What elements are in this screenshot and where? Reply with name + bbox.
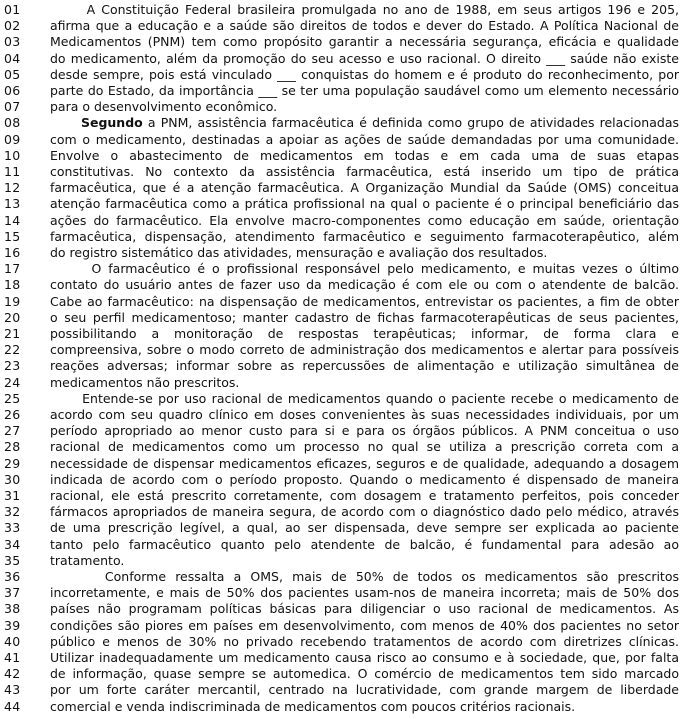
line-text-content: constitutivas. No contexto da assistência farmacêutica, está inserido um tipo de prática xyxy=(50,164,679,179)
text-line xyxy=(0,585,683,601)
line-number: 35 xyxy=(4,552,21,568)
line-text xyxy=(50,472,679,488)
line-text xyxy=(50,196,679,212)
line-text xyxy=(50,488,679,504)
text-line xyxy=(0,148,683,164)
line-number: 34 xyxy=(4,536,21,552)
line-text-content: comercial e venda indiscriminada de medicamentos com poucos critérios racionais. xyxy=(50,698,576,714)
line-text-content: condições são piores em países em desenvolvimento, com menos de 40% dos pacientes no setor xyxy=(50,617,679,633)
line-text xyxy=(50,699,679,715)
line-number: 20 xyxy=(4,309,21,325)
line-number: 30 xyxy=(4,471,21,487)
line-text-content: A Constituição Federal brasileira promulgada no ano de 1988, em seus artigos 196 e 205, xyxy=(50,2,679,17)
line-number: 41 xyxy=(4,650,21,665)
line-text xyxy=(50,261,679,277)
line-number: 24 xyxy=(4,374,21,390)
line-text-content: medicamentos não prescritos. xyxy=(50,374,240,390)
line-number: 08 xyxy=(4,115,21,131)
text-line xyxy=(0,18,683,34)
text-line xyxy=(0,261,683,277)
text-line xyxy=(0,537,683,553)
line-number: 27 xyxy=(4,423,21,439)
line-number: 37 xyxy=(4,585,21,601)
text-line xyxy=(0,180,683,196)
line-text xyxy=(50,34,679,50)
line-number: 05 xyxy=(4,66,21,82)
text-line xyxy=(0,115,683,131)
line-text-content: com o medicamento, destinadas a apoiar as ações de saúde demandadas por uma comunidade. xyxy=(50,131,679,147)
line-number: 14 xyxy=(4,212,21,228)
line-text xyxy=(50,51,679,67)
line-text xyxy=(50,439,679,455)
text-line xyxy=(0,407,683,423)
line-text xyxy=(50,537,679,553)
line-text-content: compreensiva, sobre o modo correto de administração dos medicamentos e alertar para possíveis xyxy=(50,342,679,358)
line-number: 09 xyxy=(4,131,21,147)
line-text-content: o seu perfil medicamentoso; manter cadastro de fichas farmacoterapêuticas de seus pacientes, xyxy=(50,309,679,325)
line-text xyxy=(50,520,679,536)
line-text-content: Entende-se por uso racional de medicamentos quando o paciente recebe o medicamento de xyxy=(50,390,679,406)
line-number: 07 xyxy=(4,99,21,115)
text-line xyxy=(0,51,683,67)
text-line xyxy=(0,34,683,50)
line-text xyxy=(50,504,679,520)
text-line xyxy=(0,472,683,488)
text-line xyxy=(0,520,683,536)
line-text-content: afirma que a educação e a saúde são direitos de todos e dever do Estado. A Política Nacional de xyxy=(50,18,679,34)
line-text-content: farmacêutica, que é a atenção farmacêutica. A Organização Mundial da Saúde (OMS) conceitua xyxy=(50,180,679,196)
line-text xyxy=(50,666,679,682)
line-text xyxy=(50,407,679,423)
line-text xyxy=(50,634,679,650)
line-number: 32 xyxy=(4,504,21,520)
line-text-content: para o desenvolvimento econômico. xyxy=(50,99,278,115)
line-text-content: racional, ele está prescrito corretamente, com dosagem e tratamento perfeitos, pois conceder xyxy=(50,488,679,503)
line-text xyxy=(50,83,679,99)
line-number: 31 xyxy=(4,488,21,503)
line-text xyxy=(50,569,679,585)
line-number: 06 xyxy=(4,83,21,98)
text-line xyxy=(0,618,683,634)
text-line xyxy=(0,456,683,472)
line-number: 42 xyxy=(4,666,21,682)
text-line xyxy=(0,164,683,180)
text-line xyxy=(0,99,683,115)
text-line xyxy=(0,229,683,245)
line-number: 22 xyxy=(4,342,21,358)
line-number: 33 xyxy=(4,520,21,536)
text-line xyxy=(0,569,683,585)
line-text xyxy=(50,423,679,439)
line-text xyxy=(50,2,679,18)
text-line xyxy=(0,245,683,261)
line-text xyxy=(50,132,679,148)
line-text-content: países não programam políticas básicas para diligenciar o uso racional de medicamentos. As xyxy=(50,601,679,617)
line-number: 23 xyxy=(4,358,21,374)
line-text-content: incorretamente, e mais de 50% dos pacientes usam-nos de maneira incorreta; mais de 50% dos xyxy=(50,585,679,601)
line-number: 36 xyxy=(4,569,21,584)
text-line xyxy=(0,634,683,650)
line-number: 18 xyxy=(4,277,21,293)
line-text-content: público e menos de 30% no privado recebendo tratamentos de acordo com diretrizes clínicas. xyxy=(50,633,679,649)
line-text-content: tratamento. xyxy=(50,552,125,568)
line-text xyxy=(50,115,679,131)
line-number: 44 xyxy=(4,698,21,714)
line-text xyxy=(50,99,679,115)
line-text xyxy=(50,326,679,342)
line-text-content: parte do Estado, da importância ___ se ter uma população saudável como um elemento necessário xyxy=(50,83,679,98)
line-text-content: Envolve o abastecimento de medicamentos em todas e em cada uma de suas etapas xyxy=(50,147,679,163)
line-number: 28 xyxy=(4,439,21,455)
text-line xyxy=(0,326,683,342)
text-line xyxy=(0,83,683,99)
line-text-content: tanto pelo farmacêutico quanto pelo atendente de balcão, é fundamental para adesão ao xyxy=(50,536,679,552)
line-text xyxy=(50,148,679,164)
text-line xyxy=(0,650,683,666)
line-number: 11 xyxy=(4,164,21,179)
line-text-content: possibilitando a monitoração de respostas terapêuticas; informar, de forma clara e xyxy=(50,326,679,341)
line-text xyxy=(50,456,679,472)
line-number: 04 xyxy=(4,50,21,66)
line-text xyxy=(50,650,679,666)
line-text xyxy=(50,245,679,261)
line-text xyxy=(50,553,679,569)
text-line xyxy=(0,375,683,391)
line-text-content: indicada de acordo com o período proposto. Quando o medicamento é dispensado de maneira xyxy=(50,471,679,487)
line-number: 13 xyxy=(4,196,21,212)
line-text-content: necessidade de dispensar medicamentos eficazes, seguros e de qualidade, adequando a dosagem xyxy=(50,455,679,471)
text-line xyxy=(0,196,683,212)
text-line xyxy=(0,67,683,83)
line-text xyxy=(50,180,679,196)
text-line xyxy=(0,277,683,293)
line-number: 26 xyxy=(4,407,21,422)
text-line xyxy=(0,699,683,715)
line-number: 16 xyxy=(4,245,21,260)
line-text xyxy=(50,18,679,34)
line-text xyxy=(50,294,679,310)
line-text xyxy=(50,67,679,83)
line-text xyxy=(50,585,679,601)
line-text-content: O farmacêutico é o profissional responsável pelo medicamento, e muitas vezes o último xyxy=(50,261,679,277)
line-number: 38 xyxy=(4,601,21,617)
line-text-content: atenção farmacêutica como a prática profissional na qual o paciente é o principal beneficiário das xyxy=(50,196,679,212)
line-text-content: período apropriado ao menor custo para si e para os órgãos públicos. A PNM conceitua o uso xyxy=(50,423,679,439)
line-text-content: de informação, quase sempre se automedica. O comércio de medicamentos tem sido marcado xyxy=(50,666,679,682)
line-text xyxy=(50,358,679,374)
line-text-content: fármacos apropriados de maneira segura, de acordo com o diagnóstico dado pelo médico, através xyxy=(50,504,679,520)
line-text xyxy=(50,277,679,293)
line-number: 39 xyxy=(4,617,21,633)
line-text-content: Utilizar inadequadamente um medicamento causa risco ao consumo e à sociedade, que, por falta xyxy=(50,650,679,665)
text-line xyxy=(0,294,683,310)
bold-word: Segundo xyxy=(80,115,143,131)
text-line xyxy=(0,213,683,229)
line-text-content: por um forte caráter mercantil, centrado na lucratividade, com grande margem de liberdade xyxy=(50,682,679,698)
line-text xyxy=(50,229,679,245)
text-line xyxy=(0,391,683,407)
line-text-content: farmacêutica, dispensação, atendimento farmacêutico e seguimento farmacoterapêutico, além xyxy=(50,228,679,244)
text-line xyxy=(0,423,683,439)
line-text xyxy=(50,375,679,391)
line-text-content: do registro sistemático das atividades, mensuração e avaliação dos resultados. xyxy=(50,245,548,260)
line-number: 29 xyxy=(4,455,21,471)
line-text-rest: a PNM, assistência farmacêutica é definida como grupo de atividades relacionadas xyxy=(142,115,679,131)
line-number: 43 xyxy=(4,682,21,698)
line-number: 12 xyxy=(4,180,21,196)
text-line xyxy=(0,666,683,682)
line-number: 02 xyxy=(4,18,21,34)
line-text xyxy=(50,601,679,617)
line-text xyxy=(50,391,679,407)
line-number: 10 xyxy=(4,147,21,163)
text-line xyxy=(0,132,683,148)
line-number: 01 xyxy=(4,2,21,17)
text-line xyxy=(0,682,683,698)
text-line xyxy=(0,358,683,374)
text-line xyxy=(0,342,683,358)
line-text xyxy=(50,618,679,634)
text-line xyxy=(0,439,683,455)
text-line xyxy=(0,488,683,504)
line-text-content: Conforme ressalta a OMS, mais de 50% de todos os medicamentos são prescritos xyxy=(50,569,679,584)
line-number: 03 xyxy=(4,34,21,50)
line-text-content: do medicamento, além da promoção do seu acesso e uso racional. O direito ___ saúde não existe xyxy=(50,50,679,66)
line-text xyxy=(50,164,679,180)
line-text-content: de uma prescrição legível, a qual, ao ser dispensada, deve sempre ser explicada ao paciente xyxy=(50,520,679,536)
line-number: 40 xyxy=(4,633,21,649)
line-text-content: reações adversas; informar sobre as repercussões de alimentação e utilização simultânea de xyxy=(50,358,679,374)
line-text-content: contato do usuário antes de fazer uso da medicação é com ele ou com o atendente de balcão. xyxy=(50,277,679,293)
line-text-content: acordo com seu quadro clínico em doses convenientes às suas necessidades individuais, por um xyxy=(50,407,679,422)
line-text xyxy=(50,213,679,229)
line-number: 15 xyxy=(4,228,21,244)
text-line xyxy=(0,504,683,520)
line-text-content: desde sempre, pois está vinculado ___ conquistas do homem e é produto do reconhecimento, por xyxy=(50,66,679,82)
text-line xyxy=(0,601,683,617)
text-line xyxy=(0,310,683,326)
line-text xyxy=(50,682,679,698)
line-number: 17 xyxy=(4,261,21,277)
text-line xyxy=(0,553,683,569)
line-text-content: racional de medicamentos como um processo no qual se utiliza a prescrição correta com a xyxy=(50,439,679,455)
line-text-content: Cabe ao farmacêutico: na dispensação de medicamentos, entrevistar os pacientes, a fim de obter xyxy=(50,293,679,309)
line-number: 21 xyxy=(4,326,21,341)
line-text xyxy=(50,310,679,326)
line-number: 19 xyxy=(4,293,21,309)
text-line xyxy=(0,2,683,18)
line-text-content: ações do farmacêutico. Ela envolve macro-componentes como educação em saúde, orientação xyxy=(50,212,679,228)
line-number: 25 xyxy=(4,390,21,406)
line-text xyxy=(50,342,679,358)
line-text-content: Medicamentos (PNM) tem como propósito garantir a necessária segurança, eficácia e qualidade xyxy=(50,34,679,50)
